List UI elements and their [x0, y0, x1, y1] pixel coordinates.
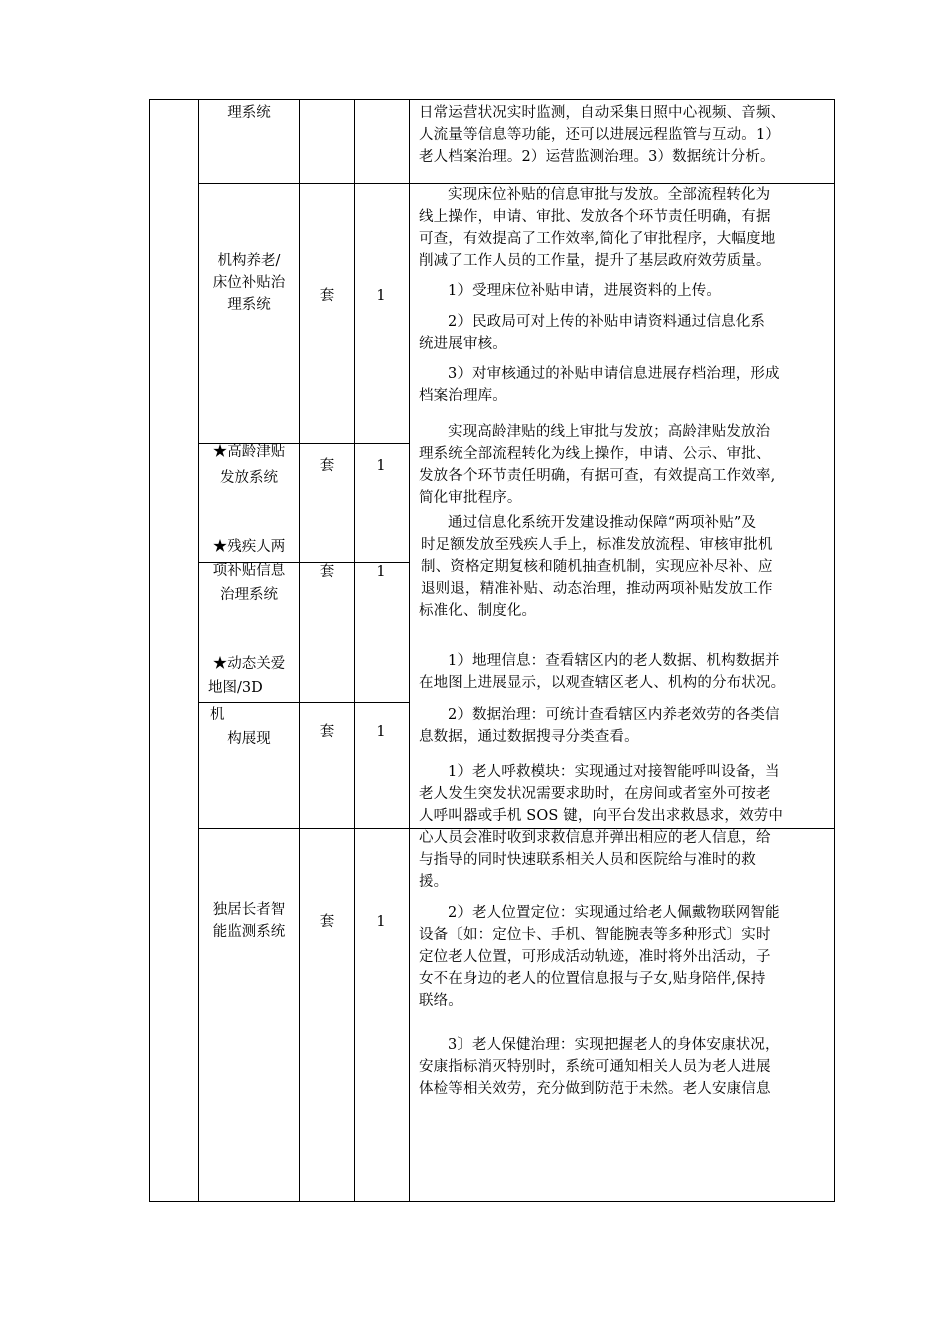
- description-line: 2）老人位置定位：实现通过给老人佩戴物联网智能: [448, 905, 780, 921]
- table-border-top: [149, 99, 835, 100]
- description-cell: [419, 102, 827, 168]
- description-line: 女不在身边的老人的位置信息报与子女,贴身陪伴,保持: [419, 971, 766, 987]
- description-line: 人呼叫器或手机 SOS 键，向平台发出求救恳求，效劳中: [419, 808, 784, 824]
- description-line: 通过信息化系统开发建设推动保障“两项补贴”及: [448, 515, 757, 531]
- description-line: 设备〔如：定位卡、手机、智能腕表等多种形式〕实时: [419, 927, 771, 943]
- system-name-cell: [200, 250, 298, 316]
- system-name-line: 机构养老/: [217, 253, 281, 269]
- description-cell: [419, 512, 827, 622]
- system-name-line: ★残疾人两: [212, 539, 286, 555]
- quantity-cell: 1: [376, 564, 386, 580]
- description-line: 3）对审核通过的补贴申请信息进展存档治理，形成: [448, 366, 780, 382]
- quantity-cell: 1: [376, 458, 386, 474]
- quantity-cell: 1: [376, 288, 386, 304]
- description-line: 日常运营状况实时监测，自动采集日照中心视频、音频、: [419, 105, 786, 121]
- description-line: 2）数据治理：可统计查看辖区内养老效劳的各类信: [448, 707, 780, 723]
- description-line: 1）受理床位补贴申请，进展资料的上传。: [448, 283, 722, 299]
- description-cell: [419, 1034, 827, 1100]
- description-line: 制、资格定期复核和随机抽查机制，实现应补尽补、应: [421, 559, 773, 575]
- system-name-cell: [200, 441, 298, 489]
- system-name-line: 理系统: [227, 297, 271, 313]
- description-line: 老人档案治理。2）运营监测治理。3）数据统计分析。: [419, 149, 775, 165]
- system-name-line: 机: [210, 707, 225, 723]
- description-line: 人流量等信息等功能，还可以进展远程监管与互动。1）: [419, 127, 780, 143]
- description-line: 简化审批程序。: [419, 490, 522, 506]
- system-name-cell: [200, 704, 298, 750]
- description-line: 与指导的同时快速联系相关人员和医院给与准时的救: [419, 852, 756, 868]
- system-name-line: 床位补贴治: [212, 275, 286, 291]
- system-name-line: 独居长者智: [212, 902, 286, 918]
- description-line: 体检等相关效劳，充分做到防范于未然。老人安康信息: [419, 1081, 771, 1097]
- unit-cell: 套: [319, 914, 335, 930]
- description-line: 理系统全部流程转化为线上操作，申请、公示、审批、: [419, 446, 771, 462]
- description-line: 安康指标消灭特别时，系统可通知相关人员为老人进展: [419, 1059, 771, 1075]
- unit-cell: 套: [319, 724, 335, 740]
- description-line: 1）地理信息：查看辖区内的老人数据、机构数据并: [448, 653, 780, 669]
- description-line: 3〕老人保健治理：实现把握老人的身体安康状况，: [448, 1037, 780, 1053]
- description-line: 老人发生突发状况需要求助时，在房间或者室外可按老: [419, 786, 771, 802]
- description-line: 2）民政局可对上传的补贴申请资料通过信息化系: [448, 314, 766, 330]
- description-line: 1）老人呼救模块：实现通过对接智能呼叫设备，当: [448, 764, 780, 780]
- unit-cell: 套: [319, 458, 335, 474]
- system-name-line: 地图/3D: [208, 680, 263, 696]
- table-border-bottom: [149, 1201, 835, 1202]
- description-line: 实现床位补贴的信息审批与发放。全部流程转化为: [448, 187, 771, 203]
- system-name-cell: [200, 536, 298, 606]
- description-line: 发放各个环节责任明确，有据可查，有效提高工作效率,: [419, 468, 776, 484]
- description-line: 定位老人位置，可形成活动轨迹，准时将外出活动，子: [419, 949, 771, 965]
- description-line: 实现高龄津贴的线上审批与发放；高龄津贴发放治: [448, 424, 771, 440]
- description-line: 援。: [419, 874, 449, 890]
- system-name-line: 构展现: [227, 731, 271, 747]
- description-cell: [419, 761, 827, 893]
- unit-cell: 套: [319, 564, 335, 580]
- description-cell: [419, 363, 827, 407]
- table-border-right: [834, 99, 835, 1202]
- description-line: 标准化、制度化。: [419, 603, 537, 619]
- system-name-cell: [200, 653, 298, 699]
- system-name-cell: 理系统: [227, 105, 271, 121]
- row-divider-4: [198, 702, 410, 703]
- description-cell: [419, 650, 827, 694]
- description-line: 联络。: [419, 993, 463, 1009]
- description-line: 在地图上进展显示，以观查辖区老人、机构的分布状况。: [419, 675, 786, 691]
- description-line: 退则退，精准补贴、动态治理，推动两项补贴发放工作: [421, 581, 773, 597]
- system-name-line: ★动态关爱: [212, 656, 286, 672]
- description-cell: [419, 311, 827, 355]
- table-col-divider-4: [409, 99, 410, 1202]
- table-col-divider-2: [299, 99, 300, 1202]
- system-name-line: 治理系统: [220, 587, 278, 603]
- description-cell: [419, 184, 827, 272]
- description-line: 时足额发放至残疾人手上，标准发放流程、审核审批机: [421, 537, 773, 553]
- description-line: 削减了工作人员的工作量，提升了基层政府效劳质量。: [419, 253, 771, 269]
- system-name-line: 发放系统: [220, 470, 278, 486]
- quantity-cell: 1: [376, 914, 386, 930]
- description-line: 统进展审核。: [419, 336, 507, 352]
- system-name-cell: [200, 899, 298, 943]
- description-line: 档案治理库。: [419, 388, 507, 404]
- description-line: 心人员会准时收到求救信息并弹出相应的老人信息，给: [419, 830, 771, 846]
- table-col-divider-1: [198, 99, 199, 1202]
- description-cell: [419, 421, 827, 509]
- quantity-cell: 1: [376, 724, 386, 740]
- table-border-left: [149, 99, 150, 1202]
- description-cell: [419, 902, 827, 1012]
- table-col-divider-3: [354, 99, 355, 1202]
- system-name-line: 项补贴信息: [212, 563, 286, 579]
- description-line: 可查，有效提高了工作效率,简化了审批程序，大幅度地: [419, 231, 776, 247]
- description-line: 线上操作，申请、审批、发放各个环节责任明确，有据: [419, 209, 771, 225]
- system-name-line: ★高龄津贴: [212, 444, 286, 460]
- description-cell: [419, 704, 827, 748]
- unit-cell: 套: [319, 288, 335, 304]
- description-line: 息数据，通过数据搜寻分类查看。: [419, 729, 639, 745]
- system-name-line: 能监测系统: [212, 924, 286, 940]
